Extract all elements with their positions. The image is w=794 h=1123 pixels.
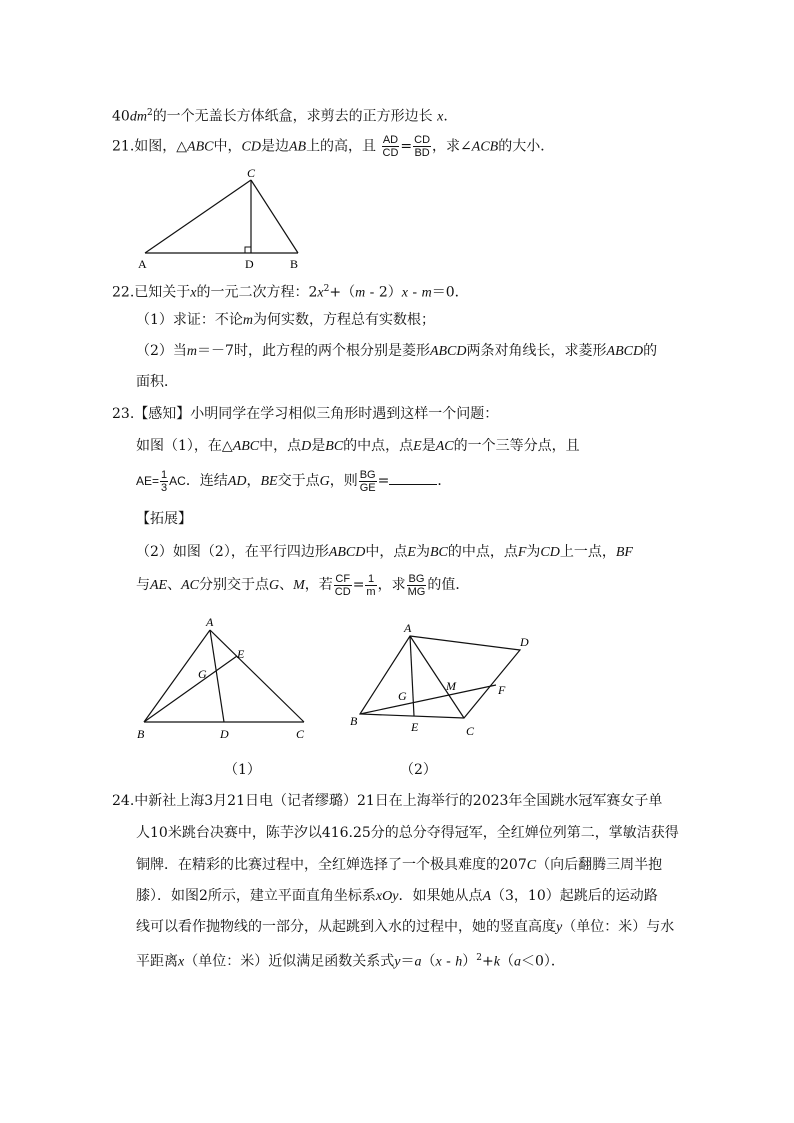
variable: BC xyxy=(325,439,344,454)
label-c: C xyxy=(296,727,305,741)
label-g: G xyxy=(198,667,207,681)
segment-ac xyxy=(145,180,251,253)
caption: （1） xyxy=(224,762,261,778)
fraction-numerator: CF xyxy=(335,572,351,585)
variable: C xyxy=(526,858,537,873)
answer-blank[interactable] xyxy=(389,470,437,485)
text: 的一个无盖长方体纸盒，求剪去的正方形边长 xyxy=(152,108,433,125)
fraction-bg-ge xyxy=(359,469,377,494)
variable: xOy xyxy=(375,889,399,904)
text: 中， xyxy=(213,138,242,155)
text: ．如果她从点 xyxy=(398,888,483,904)
question-22-part-2-cont xyxy=(136,372,178,392)
question-22-part-2 xyxy=(136,341,657,362)
question-23-title xyxy=(112,404,498,424)
variable: ACB xyxy=(471,139,499,155)
text: （ xyxy=(499,953,514,970)
text: ，求∠ xyxy=(432,138,472,155)
text: 的 xyxy=(643,343,658,359)
label-d: D xyxy=(245,257,254,271)
text: = xyxy=(377,473,390,489)
question-number: 21. xyxy=(112,138,135,155)
text: 人10米跳台决赛中，陈芋汐以416.25分的总分夺得冠军，全红婵位列第二，掌敏洁获得 xyxy=(136,825,679,841)
fraction-denominator: m xyxy=(366,585,376,598)
variable: CD xyxy=(241,139,261,155)
variable: k xyxy=(493,954,500,970)
variable: ABCD xyxy=(429,344,467,359)
text: ＝ xyxy=(400,953,415,970)
text: 的大小． xyxy=(498,138,555,155)
text: 为 xyxy=(415,544,430,560)
text: 【感知】小明同学在学习相似三角形时遇到这样一个问题： xyxy=(134,406,499,422)
text: 已知关于 xyxy=(134,284,191,301)
variable: G xyxy=(269,578,280,593)
fraction-cf-cd xyxy=(334,573,352,598)
unit-text: dm xyxy=(129,109,147,125)
text: （3，10）起跳后的运动路 xyxy=(491,888,658,904)
variable: BC xyxy=(429,545,448,560)
variable: D xyxy=(301,439,312,454)
label-m: M xyxy=(446,679,456,693)
fraction-numerator: 1 xyxy=(161,468,168,481)
text: （向后翻腾三周半抱 xyxy=(536,857,663,873)
text: ． xyxy=(437,473,452,489)
text: 线可以看作抛物线的一部分，从起跳到入水的过程中，她的竖直高度 xyxy=(136,919,556,935)
variable: CD xyxy=(540,545,560,560)
label-c: C xyxy=(466,724,475,738)
fraction-one-third xyxy=(160,469,168,494)
superscript: 2 xyxy=(476,953,483,963)
text: 、 xyxy=(279,577,294,593)
variable: x xyxy=(317,285,324,301)
question-24-line-2 xyxy=(136,823,679,843)
text: + xyxy=(482,953,494,970)
variable: ABC xyxy=(232,439,260,454)
question-number: 23. xyxy=(112,406,135,422)
variable: ABCD xyxy=(606,344,644,359)
fraction-numerator: BG xyxy=(359,468,376,481)
variable: M xyxy=(293,578,305,593)
fraction-numerator: BG xyxy=(408,572,425,585)
text: 如图（1），在△ xyxy=(136,438,233,454)
text: 如图，△ xyxy=(134,138,188,155)
text: 的中点，点 xyxy=(447,544,518,560)
label-a: A xyxy=(138,257,147,271)
section-heading: 【拓展】 xyxy=(136,511,192,527)
fraction-numerator: CD xyxy=(414,134,431,146)
fraction-numerator: 1 xyxy=(365,573,376,586)
text: 为何实数，方程总有实数根； xyxy=(253,312,436,328)
question-number: 24. xyxy=(112,793,135,809)
question-23-extension-heading xyxy=(136,509,192,529)
variable: AD xyxy=(227,474,247,489)
text: 中，点 xyxy=(259,438,302,454)
text: 的一个三等分点，且 xyxy=(453,438,580,454)
variable: m xyxy=(242,313,254,328)
text: （单位：米）近似满足函数关系式 xyxy=(184,953,395,970)
variable: m xyxy=(186,344,198,359)
text: +（ xyxy=(329,284,356,301)
variable: BE xyxy=(260,474,278,489)
text: = xyxy=(400,138,413,155)
label-b: B xyxy=(137,727,145,741)
text: （1）求证：不论 xyxy=(136,312,243,328)
variable: a xyxy=(414,954,422,970)
text: 分别交于点 xyxy=(199,577,269,593)
segment-ae xyxy=(410,636,414,716)
text-line-top xyxy=(112,103,448,128)
variable: x xyxy=(190,285,197,301)
text: 两条对角线长，求菱形 xyxy=(466,343,607,359)
question-22-part-1 xyxy=(136,310,435,331)
text: 的值． xyxy=(427,577,470,593)
label-a: A xyxy=(404,621,412,635)
text: 交于点 xyxy=(277,473,320,489)
text: ，则 xyxy=(329,473,358,489)
question-24-line-4 xyxy=(136,886,658,907)
text: - xyxy=(407,284,422,301)
variable: A xyxy=(482,889,492,904)
segment-ad xyxy=(210,630,224,722)
segment-bf xyxy=(360,685,496,714)
question-24-line-1 xyxy=(112,791,662,811)
fraction-numerator: AD xyxy=(382,134,399,146)
text: （单位：米）与水 xyxy=(562,919,675,935)
label-b: B xyxy=(290,257,299,271)
variable: y xyxy=(394,954,401,970)
label-f: F xyxy=(498,683,506,697)
question-24-line-6 xyxy=(136,948,565,973)
text: 中新社上海3月21日电（记者缪璐）21日在上海举行的2023年全国跳水冠军赛女子单 xyxy=(134,793,663,809)
label-c: C xyxy=(247,166,256,180)
variable: x xyxy=(437,109,444,125)
label-d: D xyxy=(220,727,229,741)
text: ，若 xyxy=(304,577,333,593)
text: ， xyxy=(246,473,261,489)
parallelogram-abcd xyxy=(360,636,520,718)
text: 铜牌．在精彩的比赛过程中，全红婵选择了一个极具难度的207 xyxy=(136,857,527,873)
text: AE= xyxy=(136,474,160,488)
question-number: 22. xyxy=(112,284,135,301)
fraction-cd-bd xyxy=(413,134,431,159)
question-23-line-4 xyxy=(136,570,469,601)
fraction-denominator: 3 xyxy=(161,481,168,494)
variable: E xyxy=(413,439,422,454)
fraction-denominator: MG xyxy=(407,585,426,598)
text: ＜0）． xyxy=(520,953,565,970)
label-g: G xyxy=(398,689,407,703)
text: 面积． xyxy=(136,374,178,390)
segment-ac xyxy=(410,636,464,718)
text: 中，点 xyxy=(365,544,408,560)
segment-cb xyxy=(251,180,298,253)
text: = xyxy=(352,577,365,593)
caption: （2） xyxy=(400,762,437,778)
text: 的中点，点 xyxy=(343,438,414,454)
figure-2-caption xyxy=(400,760,437,780)
variable: AE xyxy=(150,578,168,593)
figure-q23-2 xyxy=(340,618,540,743)
fraction-one-m xyxy=(365,573,376,598)
text: ，求 xyxy=(377,577,406,593)
variable: x xyxy=(435,954,442,970)
label-d: D xyxy=(520,635,529,649)
text: 上的高，且 xyxy=(306,138,377,155)
variable: ABC xyxy=(187,139,214,155)
variable: G xyxy=(319,474,330,489)
text: ．连结 xyxy=(185,473,228,489)
text: 是边 xyxy=(260,138,289,155)
text: 40 xyxy=(112,108,130,125)
variable: a xyxy=(513,954,521,970)
label-b: B xyxy=(350,714,358,728)
variable: m xyxy=(421,285,432,301)
text: 膝）．如图2所示，建立平面直角坐标系 xyxy=(136,888,376,904)
fraction-denominator: GE xyxy=(359,481,376,494)
text: （2）当 xyxy=(136,343,187,359)
question-21 xyxy=(112,134,554,159)
text: 为 xyxy=(526,544,541,560)
fraction-ad-cd xyxy=(382,134,400,159)
variable: ABCD xyxy=(328,545,366,560)
text: 、 xyxy=(167,577,182,593)
text: 平距离 xyxy=(136,953,178,970)
fraction-bg-mg xyxy=(407,573,427,598)
text: ） xyxy=(462,953,477,970)
label-e: E xyxy=(237,647,245,661)
text: AC xyxy=(169,474,186,488)
variable: F xyxy=(517,545,527,560)
fraction-denominator: CD xyxy=(334,585,351,598)
question-23-line-2 xyxy=(136,466,451,497)
figure-1-caption xyxy=(224,760,261,780)
label-a: A xyxy=(206,615,214,629)
text: ＝－7时，此方程的两个根分别是菱形 xyxy=(197,343,430,359)
question-22 xyxy=(112,279,469,304)
fraction-denominator: BD xyxy=(414,147,430,159)
variable: AB xyxy=(288,139,307,155)
segment-ac xyxy=(210,630,304,722)
figure-q23-1 xyxy=(130,612,320,747)
text: . xyxy=(443,108,448,125)
variable: AC xyxy=(435,439,454,454)
variable: AC xyxy=(181,578,199,593)
question-24-line-5 xyxy=(136,917,674,938)
question-23-line-1 xyxy=(136,436,580,457)
text: 是 xyxy=(311,438,326,454)
text: ＝0． xyxy=(431,284,469,301)
text: （ xyxy=(421,953,436,970)
variable: x xyxy=(178,954,185,970)
question-24-line-3 xyxy=(136,855,662,876)
label-e: E xyxy=(411,720,419,734)
right-angle-mark xyxy=(245,247,251,253)
variable: x xyxy=(401,285,408,301)
text: - xyxy=(441,953,456,970)
variable: h xyxy=(455,954,463,970)
question-23-line-3 xyxy=(136,542,633,563)
fraction-denominator: CD xyxy=(382,147,399,159)
variable: y xyxy=(556,920,563,935)
figure-q21-triangle xyxy=(130,165,320,275)
superscript: 2 xyxy=(323,284,330,294)
text: 与 xyxy=(136,577,150,593)
superscript: 2 xyxy=(146,108,153,118)
variable: BF xyxy=(615,545,633,560)
variable: m xyxy=(355,285,366,301)
text: （2）如图（2），在平行四边形 xyxy=(136,544,329,560)
text: - 2） xyxy=(365,284,402,301)
text: 是 xyxy=(421,438,436,454)
text: 的一元二次方程：2 xyxy=(196,284,318,301)
variable: E xyxy=(407,545,416,560)
text: 上一点， xyxy=(559,544,616,560)
